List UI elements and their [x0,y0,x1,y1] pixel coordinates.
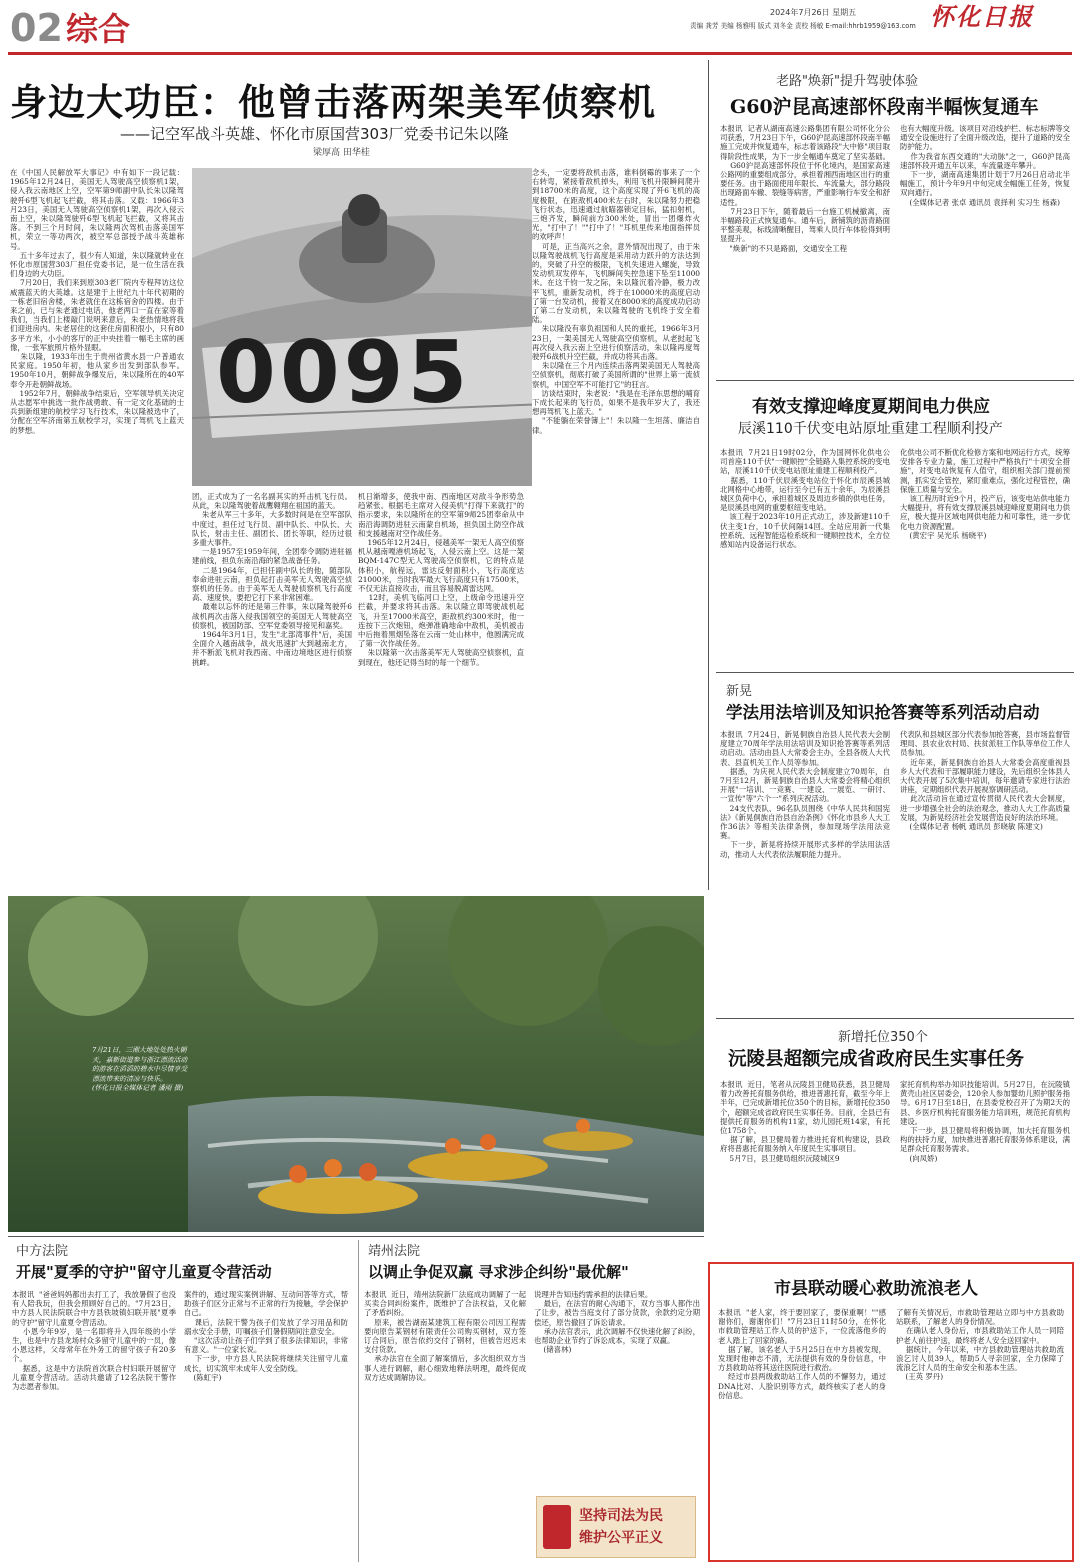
body-column-2: 化供电公司不断优化检修方案和电网运行方式，统筹安排各专业力量，施工过程中严格执行"十项安全措施"，对变电站恢复有人值守，组织相关部门提前预测，抓实安全管控，紧盯重难点，强化过程管控，确保施工质量与安全。 该工程历时近9个月，投产后，该变电站供电能力大幅提升，将有效支撑辰溪县城迎峰度夏期间电力供应，极大提升区域电网供电能力和可靠性，进一步优化电力资源配置。 (黄宏宇 吴光乐 杨晓平) [900,448,1070,540]
kicker: 新增托位350个 [838,1030,928,1045]
headline: 有效支撑迎峰度夏期间电力供应 [752,397,990,417]
page-number: 02 [10,6,63,50]
body-column-1: 本报讯 近日，靖州法院新厂法庭成功调解了一起买卖合同纠纷案件，既维护了合法权益，又化解了矛盾纠纷。 原来，被告湖南某建筑工程有限公司因工程需要向原告某钢材有限责任公司购买钢材，双方签订合同后，原告依约交付了钢材，但被告迟迟未支付货款。 承办法官在全面了解案情后，多次组织双方当事人进行调解，耐心细致地释法明理，最终促成双方达成调解协议。 [364,1290,526,1382]
subheadline: ——记空军战斗英雄、怀化市原国营303厂党委书记朱以隆 [120,125,509,143]
body-column-1: 本报讯 7月24日，新晃侗族自治县人民代表大会制度建立70周年学法用法培训及知识抢答赛等系列活动启动。活动由县人大常委会主办，全县各级人大代表、县直机关工作人员等参加。 据悉，为庆祝人民代表大会制度建立70周年，自7月至12月，新晃侗族自治县人大常委会将精心组织开展"一培训、一竞赛、一建设、一展览、一研讨、一宣传"等"六个一"系列庆祝活动。 24支代表队、96名队员围绕《中华人民共和国宪法》《新晃侗族自治县自治条例》《怀化市县乡人大工作36法》等相关法律条例，参加现场学法用法竞赛。 下一步，新晃将持续开展形式多样的学法用法活动，推动人大代表依法履职能力提升。 [720,730,890,859]
body-column-2: 了解有关情况后，市救助管理站立即与中方县救助站联系，了解老人的身份情况。 在确认老人身份后，市县救助站工作人员一同陪护老人前往护送，最终将老人安全送回家中。 据统计，今年以来，中方县救助管理站共救助流浪乞讨人员39人，帮助5人寻亲回家，全力保障了流浪乞讨人员的生命安全和基本生活。 (王英 罗丹) [896,1308,1064,1382]
body-column-1: 本报讯 近日，笔者从沅陵县卫健局获悉，县卫健局着力改善托育服务供给，推进普惠托育，截至今年上半年，已完成新增托位350个的目标，新增托位350个，超额完成省政府民生实事任务。目前，全县已有提供托育服务的机构11家，幼儿园托班14家，有托位1758个。 据了解，县卫健局着力推进托育机构建设，县政府将普惠托育服务纳入年度民生实事项目。 5月7日，县卫健局组织沅陵城区9 [720,1080,890,1163]
body-column-2: 说理并告知违约需承担的法律后果。 最后，在法官的耐心沟通下，双方当事人都作出了让步，被告当庭支付了部分货款，余款约定分期偿还，原告撤回了诉讼请求。 承办法官表示，此次调解不仅快速化解了纠纷，也帮助企业节约了诉讼成本，实现了双赢。 (储喜林) [534,1290,700,1355]
headline: 身边大功臣：他曾击落两架美军侦察机 [10,80,656,124]
justice-badge [536,1496,696,1558]
subheadline: 辰溪110千伏变电站原址重建工程顺利投产 [738,421,1003,437]
kicker: 新晃 [726,684,753,699]
body-column-3: 机日渐增多，使我中南、西南地区对敌斗争形势急趋紧张。根据毛主席对入侵美机"打得下来就打"的指示要求，朱以隆所在的空军第9师25团奉命从中南沿海调防进驻云南蒙自机场，担负国土防空作战和支援越南对空作战任务。 1965年12月24日，侵越美军一架无人高空侦察机从越南嘎港机场起飞，入侵云南上空。这是一架BQM-147C型无人驾驶高空侦察机，它的特点是体积小，航程远，雷达反射面积小，飞行高度达21000米，当时我军最大飞行高度只有17500米，不仅无法直接攻击，而且容易脱离雷达网。 12时，美机飞临河口上空，上级命令迅速升空拦截，并要求将其击落。朱以隆立即驾驶战机起飞，升至17000米高空，距敌机约300米时，他一连按下三次炮钮，炮弹准确地命中敌机，美机被击中后拖着黑烟坠落在云南一处山林中，他圆满完成了第一次作战任务。 朱以隆第一次击落美军无人驾驶高空侦察机，直到现在，他还记得当时的每一个细节。 [358,492,524,667]
body-column-1: 本报讯 "爸爸妈妈都出去打工了，我放暑假了也没有人陪我玩，但我会照顾好自己的。"7月23日，中方县人民法院联合中方县铁坡镇妇联开展"夏季的守护"留守儿童夏令营活动。 小恩今年9岁，是一名即将升入四年级的小学生，也是中方县龙场村众多留守儿童中的一员，像小恩这样，父母常年在外务工的留守孩子有20多个。 据悉，这是中方法院首次联合村妇联开展留守儿童夏令营活动。活动共邀请了12名法院干警作为志愿者参加。 [12,1290,176,1392]
jet-tail-number: 0095 [216,323,472,423]
jingzhou-court-article [360,1240,704,1562]
zhongfang-court-article [8,1240,354,1562]
kicker: 中方法院 [16,1244,69,1259]
body-column-1: 本报讯 "老人家，终于要回家了，要保重啊！""感谢你们，谢谢你们！"7月23日11时50分，在怀化市救助管理站工作人员的护送下，一位流落他乡的老人踏上了回家的路。 据了解，该名老人于5月25日在中方县被发现，发现时他神志不清，无法提供有效的身份信息，中方县救助站将其送往医院进行救治。 经过市县两级救助站工作人员的不懈努力，通过DNA比对、人脸识别等方式，最终核实了老人的身份信息。 [718,1308,886,1400]
body-column-2: 案件的，通过现实案例讲解、互动问答等方式，帮助孩子们区分正常与不正常的行为接触，学会保护自己。 课后，法院干警为孩子们发放了学习用品和防溺水安全手册，叮嘱孩子们暑假期间注意安全。 "这次活动让孩子们学到了很多法律知识，非常有意义。"一位家长说。 下一步，中方县人民法院将继续关注留守儿童成长，切实筑牢未成年人安全防线。 (陈虹宇) [184,1290,348,1382]
body-column-1: 在《中国人民解放军大事记》中有如下一段记载：1965年12月24日，美国无人驾驶高空侦察机1架，侵入我云南地区上空，空军第9师副中队长朱以隆驾驶歼6型飞机起飞拦截，将其击落。又载：1966年3月23日，美国无人驾驶高空侦察机1架，再次入侵云南上空，朱以隆驾驶歼6型飞机起飞拦截，又将其击落。不到三个月时间，朱以隆两次驾机击落美国军机，荣立一等功两次，被空军总部授予战斗英雄称号。 五十多年过去了，很少有人知道，朱以隆就转业在怀化市原国营303厂担任党委书记，是一位生活在我们身边的大功臣。 7月20日，我们来到原303老厂院内专程拜访这位威震蓝天的大英雄。这是建于上世纪九十年代初期的一栋老旧宿舍楼，朱老就住在这栋宿舍的四楼。由于来之前，已与朱老通过电话，他老两口一直在家等着我们，当我们上楼敲门说明来意后，朱老热情地将我们迎进房内。朱老居住的这套住房面积很小，只有80多平方米，小小的客厅的正中央挂着一幅毛主席的画像，一张军旅照片格外显眼。 朱以隆，1933年出生于贵州省黄水县一户普通农民家庭。1950年初，他从家乡出发到部队参军。1950年10月，朝鲜战争爆发后，朱以隆所在的40军奉令开赴朝鲜战场。 1952年7月，朝鲜战争结束后，空军领导机关决定从志愿军中挑选一批作战勇敢、有一定文化基础的士兵到新组建的航校学习飞行技术，朱以隆被选中了，分配在空军济南第五航校学习，实现了驾机飞上蓝天的梦想。 [10,168,184,435]
scales-icon [543,1505,571,1549]
body-column-2: 代表队和县城区部分代表参加抢答赛，县市场监督管理局、县农业农村局、扶贫派驻工作队等单位工作人员参加。 近年来，新晃侗族自治县人大常委会高度重视县乡人大代表和干部履职能力建设，先后组织全体县人大代表开展了5次集中培训，每年邀请专家进行法治讲座，定期组织代表开展视察调研活动。 此次活动旨在通过宣传贯彻人民代表大会制度，进一步增强全社会的法治观念，推动人大工作高质量发展，为新晃经济社会发展营造良好的法治环境。 (全媒体记者 杨帆 通讯员 彭晓敏 陈建文) [900,730,1070,832]
rescue-article-box [708,1262,1074,1562]
editor-credits: 责编 龚芳 美编 杨雅明 版式 刘冬金 责校 杨敏 E-mail:hhrb1959@163.com [690,22,916,30]
badge-line-2: 维护公平正义 [579,1530,663,1546]
headline: G60沪昆高速部怀段南半幅恢复通车 [730,96,1039,118]
xinhuang-article [716,676,1074,1016]
masthead [0,0,1080,58]
body-column-1: 本报讯 7月21日19时02分，作为国网怀化供电公司首座110千伏"一键顺控"全链路入集控系统的变电站，辰溪110千伏变电站原址重建工程顺利投产。 据悉，110千伏辰溪变电站位于怀化市辰溪县城北网格中心地带，运行至今已有五十余年，为辰溪县城区负荷中心，承担着城区及周边乡镇的供电任务，是辰溪县电网的重要枢纽变电站。 该工程于2023年10月正式动工，涉及新建110千伏主变1台，10千伏间隔14回。全站应用新一代集控系统、远程智能巡检系统和一键顺控技术，全方位感知站内设备运行状态。 [720,448,890,550]
photo-caption: 7月21日，三湘大地处处热火朝天，嘉新街道参与浙江漂流活动的游客在滔滔的碧水中尽情享受漂流带来的清凉与快乐。 (怀化日报全媒体记者 潘雨 摄) [92,1046,188,1092]
yuanling-article [716,1022,1074,1258]
byline: 梁厚高 田华桂 [313,148,370,158]
power-article [716,384,1074,669]
body-column-1: 本报讯 记者从湖南高速公路集团有限公司怀化分公司获悉，7月23日下午，G60沪昆高速部怀段南半幅施工完成并恢复通车，标志着该路段"大中修"项目取得阶段性成果，为下一步全幅通车奠定了坚实基础。 G60沪昆高速部怀段位于怀化境内，是国家高速公路网的重要组成部分，承担着湘西南地区出行的重要任务。由于路面使用年限长、车流量大，部分路段出现路面车辙、裂缝等病害，严重影响行车安全和舒适性。 7月23日下午，随着最后一台施工机械撤离，南半幅路段正式恢复通车。通车后，新铺筑的沥青路面平整美观，标线清晰醒目，驾乘人员行车体验得到明显提升。 "焕新"的不只是路面，交通安全工程 [720,124,890,253]
headline: 市县联动暖心救助流浪老人 [774,1279,978,1299]
body-column-4: 念头，一定要将敌机击落，谁料倒霉的事来了一个右转弯，紧接着敌机掉头，利用飞机升限瞬间爬升到18700米的高度，这个高度实现了歼6飞机的高度极限，在距敌机400米左右时，朱以隆努力把稳飞行状态，迅速通过航瞄器锁定目标，猛扣射机，三炮齐发，瞬间前方300米处，冒出一团爆炸火光，"打中了！""打中了！"耳机里传来地面指挥员的欢呼声！ 可是，正当高兴之余，意外情况出现了，由于朱以隆驾驶战机飞行高度是采用动力跃升的方法达到的，突破了升空的极限，飞机失速进入螺旋，导致发动机双发停车，飞机瞬间失控急速下坠至11000米。在这千钧一发之际，朱以隆沉着冷静，极力改平飞机，重新发动机，终于在10000米的高度启动了第一台发动机，接着又在8000米的高度成功启动了第二台发动机，朱以隆驾驶的飞机终于安全着陆。 朱以隆没有辜负祖国和人民的重托，1966年3月23日，一架美国无人驾驶高空侦察机，从老挝起飞再次侵入我云南上空进行侦察活动，朱以隆再度驾驶歼6战机升空拦截，并成功将其击落。 朱以隆在三个月内连续击落两架美国无人驾驶高空侦察机，彻底打破了美国所谓的"世界上第一流侦察机，中国空军不可能打它"的狂言。 访谈结束时，朱老说："我是在毛泽东思想的哺育下成长起来的飞行员，如果不是我年岁大了，我还想再驾机飞上蓝天。" "不能躺在荣誉簿上"！朱以隆一生坦荡、廉洁自律。 [532,168,700,890]
kicker: 老路"焕新"提升驾驶体验 [776,74,918,89]
body-column-2: 家托育机构举办知识技能培训。5月27日，在沅陵镇黄壳山社区居委会，120余人参加婴幼儿照护服务指导。6月17日至18日，在县委党校召开了为期2天的县、乡医疗机构托育服务能力培训班，规范托育机构建设。 下一步，县卫健局将积极协调，加大托育服务机构的扶持力度，加快推进普惠托育服务体系建设，满足群众托育服务需求。 (向凤娇) [900,1080,1070,1163]
headline: 开展"夏季的守护"留守儿童夏令营活动 [16,1263,272,1281]
body-column-2: 团，正式成为了一名名副其实的歼击机飞行员。从此，朱以隆驾驶着战鹰翱翔在祖国的蓝天。 朱老从军三十多年，大多数时间是在空军部队中度过，担任过飞行员、副中队长、中队长、大队长，射击主任、副团长、团长等职，经历过很多重大事件。 一是1957至1959年间，全团奉令调防进驻福建前线，担负东南沿海的紧急战备任务。 二是1964年，已担任副中队长的他，随部队奉命进驻云南，担负起打击美军无人驾驶高空侦察机的任务。由于美军无人驾驶侦察机飞行高度高、速度快，要把它打下来非常困难。 最难以忘怀的还是第三件事，朱以隆驾驶歼6战机两次击落入侵我国领空的美国无人驾驶高空侦察机，被国防部、空军党委领导接见和嘉奖。 1964年3月1日，发生"北部湾事件"后，美国全面介入越南战争，战火迅速扩大到越南北方，并不断派飞机对我西南、中南边境地区进行侦察挑衅。 [192,492,352,667]
headline: 以调止争促双赢 寻求涉企纠纷"最优解" [368,1263,629,1281]
rafting-photo [8,896,704,1232]
newspaper-logo: 怀化日报 [930,2,1034,31]
badge-line-1: 坚持司法为民 [579,1508,663,1524]
kicker: 靖州法院 [368,1244,421,1259]
g60-article [716,60,1074,380]
headline: 学法用法培训及知识抢答赛等系列活动启动 [726,703,1040,722]
section-name: 综合 [66,10,131,48]
lead-article [8,60,704,890]
body-column-2: 也有大幅度升级。该项目对沿线护栏、标志标牌等交通安全设施进行了全面升级改造，提升了道路的安全防护能力。 作为我省东西交通的"大动脉"之一，G60沪昆高速部怀段开通五年以来，车流量逐年攀升。 下一步，湖南高速集团计划于7月26日启动北半幅施工，预计今年9月中旬完成全幅施工任务，恢复双向通行。 (全媒体记者 张卓 通讯员 袁择利 实习生 杨森) [900,124,1070,207]
headline: 沅陵县超额完成省政府民生实事任务 [728,1049,1025,1070]
issue-date: 2024年7月26日 星期五 [770,8,857,17]
